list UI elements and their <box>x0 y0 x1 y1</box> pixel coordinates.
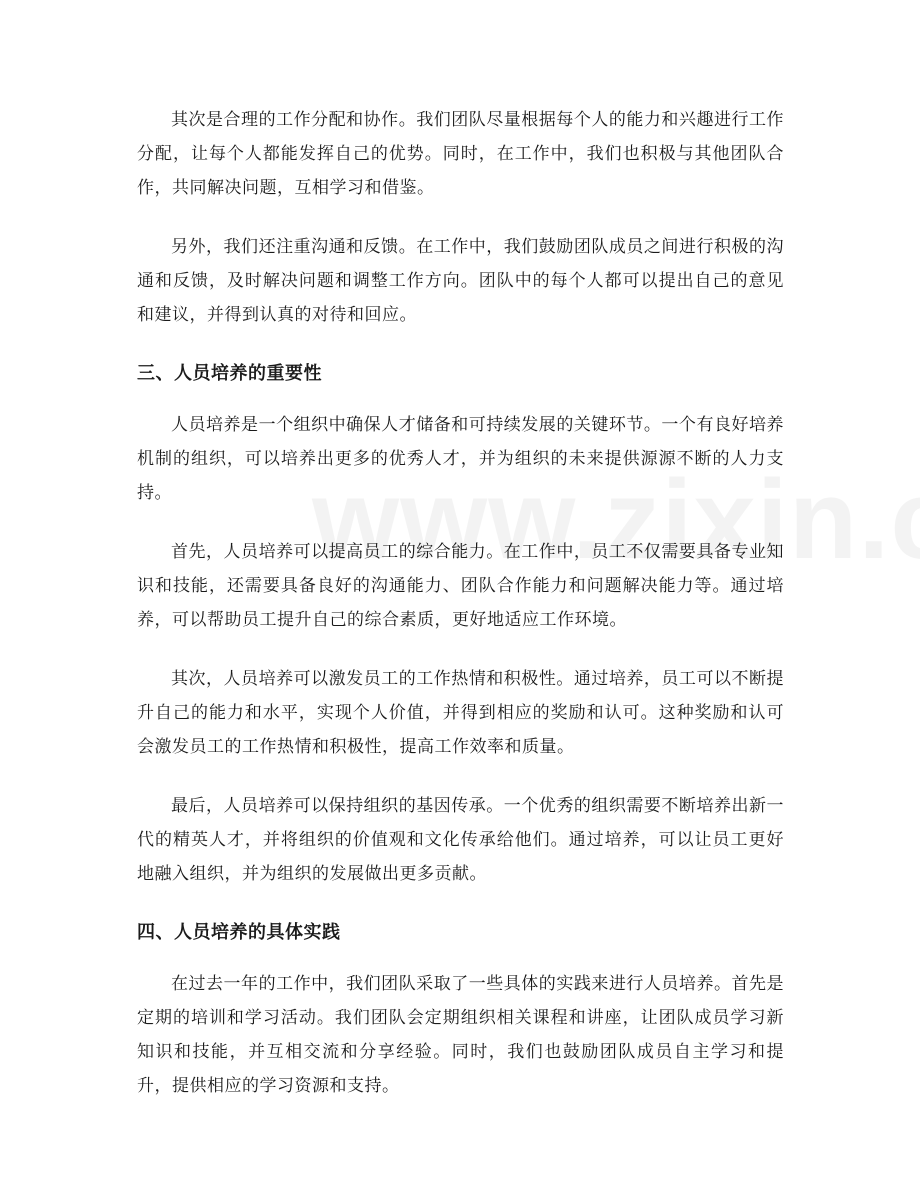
document-body <box>137 103 784 1128</box>
paragraph: 首先，人员培养可以提高员工的综合能力。在工作中，员工不仅需要具备专业知识和技能，还需要具备良好的沟通能力、团队合作能力和问题解决能力等。通过培养，可以帮助员工提升自己的综合素质，更好地适应工作环境。 <box>137 542 784 630</box>
paragraph: 最后，人员培养可以保持组织的基因传承。一个优秀的组织需要不断培养出新一代的精英人才，并将组织的价值观和文化传承给他们。通过培养，可以让员工更好地融入组织，并为组织的发展做出更多贡献。 <box>137 796 784 884</box>
section-heading: 三、人员培养的重要性 <box>137 363 322 384</box>
section-heading: 四、人员培养的具体实践 <box>137 922 341 943</box>
paragraph: 人员培养是一个组织中确保人才储备和可持续发展的关键环节。一个有良好培养机制的组织，可以培养出更多的优秀人才，并为组织的未来提供源源不断的人力支持。 <box>137 415 784 503</box>
paragraph: 其次，人员培养可以激发员工的工作热情和积极性。通过培养，员工可以不断提升自己的能力和水平，实现个人价值，并得到相应的奖励和认可。这种奖励和认可会激发员工的工作热情和积极性，提高工作效率和质量。 <box>137 669 784 757</box>
paragraph: 另外，我们还注重沟通和反馈。在工作中，我们鼓励团队成员之间进行积极的沟通和反馈，及时解决问题和调整工作方向。团队中的每个人都可以提出自己的意见和建议，并得到认真的对待和回应。 <box>137 237 784 325</box>
paragraph: 其次是合理的工作分配和协作。我们团队尽量根据每个人的能力和兴趣进行工作分配，让每个人都能发挥自己的优势。同时，在工作中，我们也积极与其他团队合作，共同解决问题，互相学习和借鉴。 <box>137 110 784 198</box>
paragraph: 在过去一年的工作中，我们团队采取了一些具体的实践来进行人员培养。首先是定期的培训和学习活动。我们团队会定期组织相关课程和讲座，让团队成员学习新知识和技能，并互相交流和分享经验。同时，我们也鼓励团队成员自主学习和提升，提供相应的学习资源和支持。 <box>137 974 784 1096</box>
